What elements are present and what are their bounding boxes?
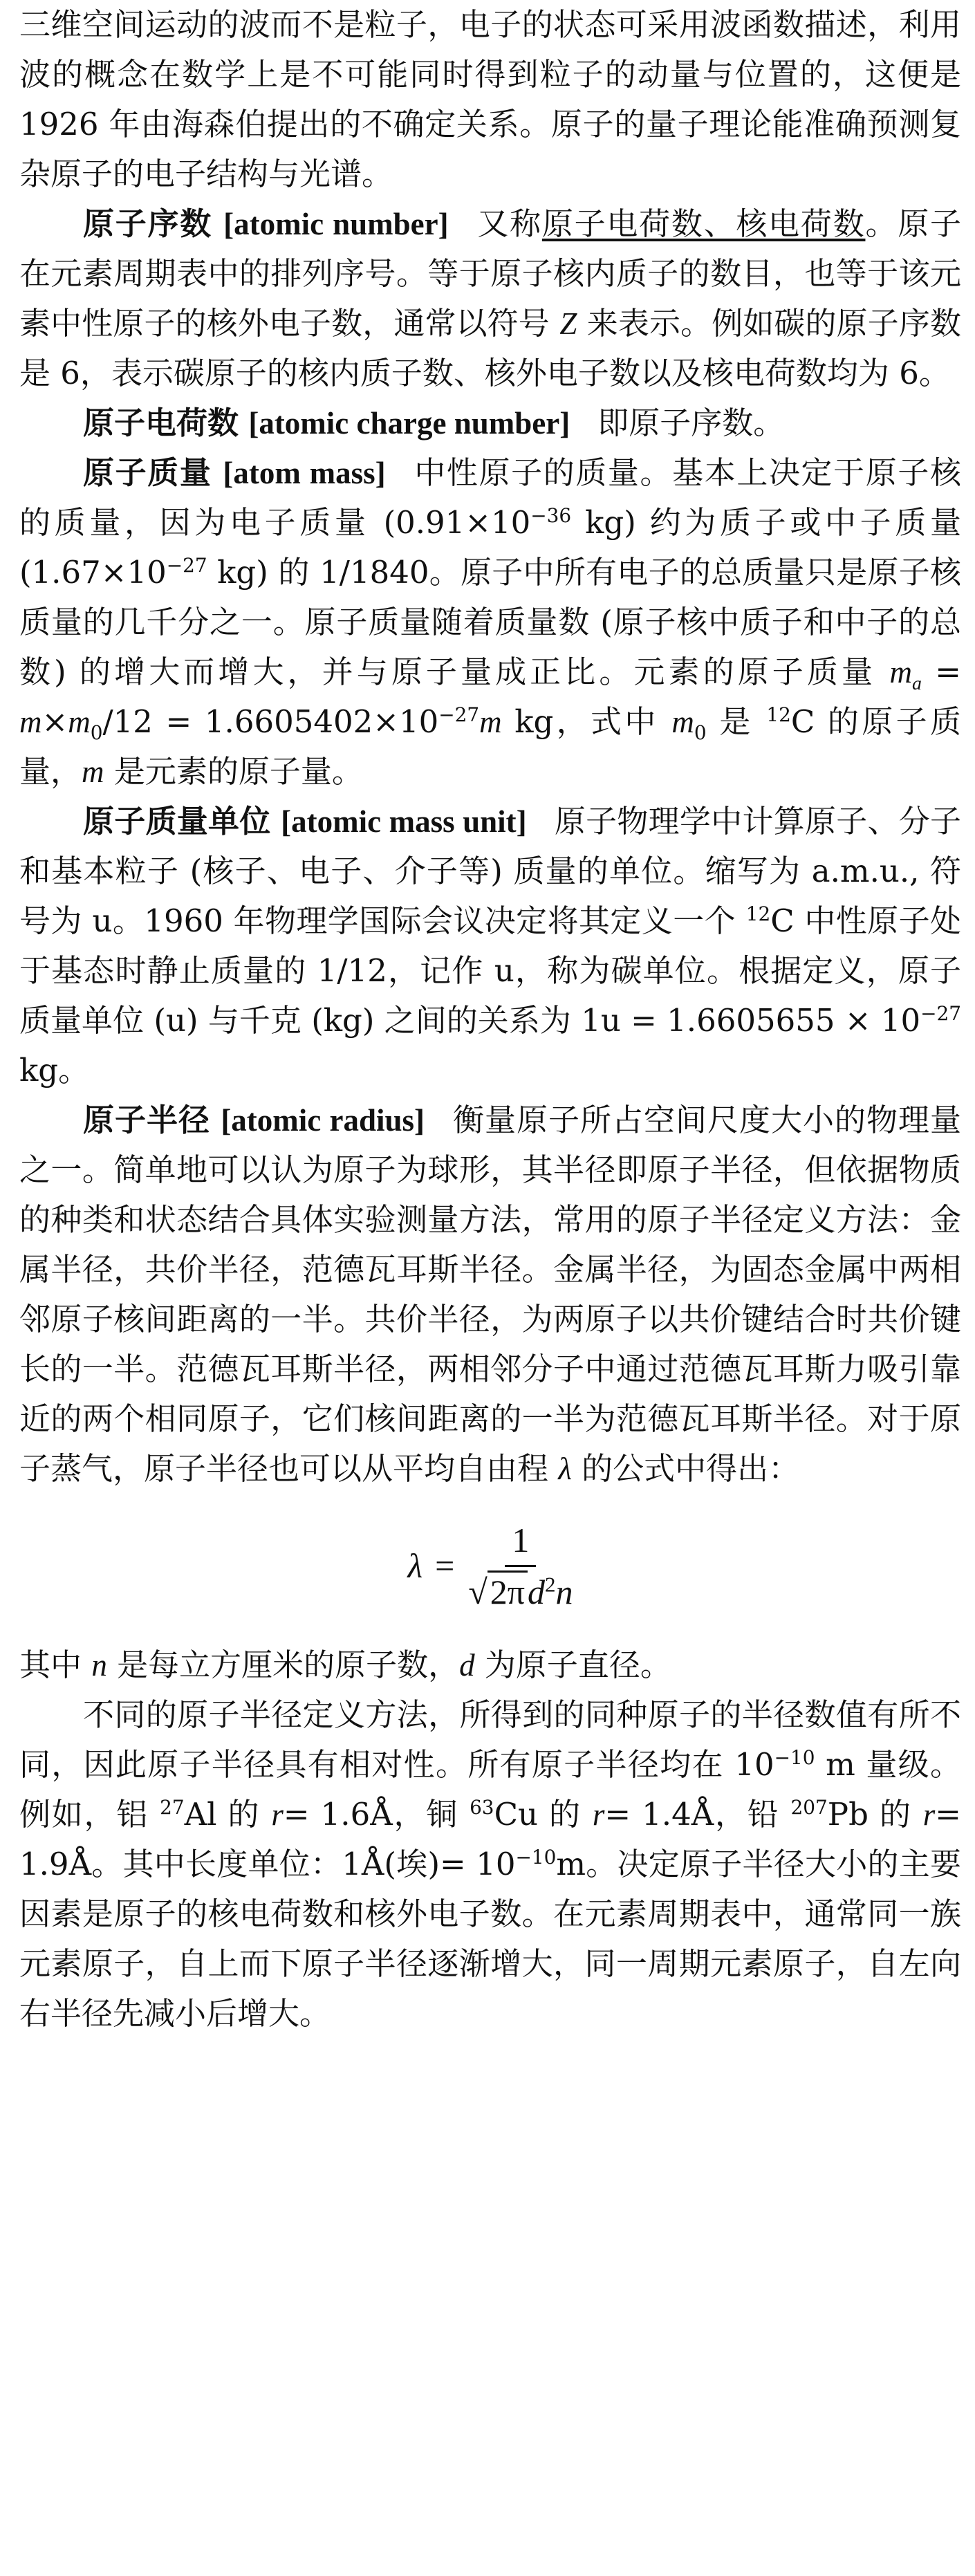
subscript: 0: [90, 721, 103, 744]
math-d: d: [459, 1648, 475, 1683]
exponent: −10: [515, 1846, 557, 1869]
entry-english: [atomic charge number]: [248, 406, 570, 441]
exponent: −27: [920, 1002, 961, 1025]
text-run: = 1.6Å，铜: [283, 1796, 470, 1833]
entry-atomic-number: [19, 199, 961, 398]
entry-term: 原子半径: [83, 1102, 210, 1138]
exponent: −10: [774, 1746, 815, 1769]
formula-denominator: [468, 1567, 573, 1613]
alias-prefix: 又称: [476, 205, 542, 242]
formula-fraction: [468, 1519, 573, 1613]
intro-paragraph: [19, 0, 961, 199]
text-run: 是元素的原子量。: [104, 753, 363, 790]
entry-english: [atomic radius]: [221, 1103, 425, 1138]
text-run: 其中: [19, 1647, 92, 1683]
formula-numerator: 1: [505, 1519, 536, 1567]
text-run: = 1.4Å，铅: [604, 1796, 791, 1833]
entry-body-2: 来表示。例如碳的原子序数是 6，表示碳原子的核内质子数、核外电子数以及核电荷数均为 6。: [19, 305, 961, 391]
formula-lhs: λ: [407, 1546, 423, 1585]
text-run: Al 的: [184, 1796, 272, 1833]
intro-text: 三维空间运动的波而不是粒子，电子的状态可采用波函数描述，利用波的概念在数学上是不可能同时得到粒子的动量与位置的，这便是 1926 年由海森伯提出的不确定关系。原子的量子理论能准确预测复杂原子的电子结构与光谱。: [19, 6, 961, 192]
text-run: 中性原子的质量。基本上决定于原子核的质量，因为电子质量 (0.91×10: [19, 454, 961, 541]
text-run: m。决定原子半径大小的主要因素是原子的核电荷数和核外电子数。在元素周期表中，通常同一族元素原子，自上而下原子半径逐渐增大，同一周期元素原子，自左向右半径先减小后增大。: [19, 1846, 962, 2032]
math-m: m: [19, 705, 42, 739]
formula-d: d: [528, 1572, 546, 1611]
entry-atomic-mass-unit: [19, 797, 961, 1095]
entry-body: 。原子在元素周期表中的排列序号。等于原子核内质子的数目，也等于该元素中性原子的核外电子数，通常以符号: [19, 205, 961, 342]
math-m: m: [671, 705, 694, 739]
text-run: kg。: [19, 1052, 90, 1088]
text-run: 的公式中得出：: [571, 1450, 800, 1487]
exponent: −27: [438, 703, 480, 726]
text-run: /12 = 1.6605402×10: [102, 703, 439, 740]
text-run: 为原子直径。: [474, 1647, 671, 1683]
atomic-radius-paragraph-2: [19, 1690, 961, 2039]
text-run: 是: [706, 703, 767, 740]
subscript: 0: [694, 721, 707, 744]
text-run: kg) 的 1/1840。原子中所有电子的总质量只是原子核质量的几千分之一。原子质量随着质量数 (原子核中质子和中子的总数) 的增大而增大，并与原子量成正比。元素的原子质量: [19, 554, 961, 690]
text-run: Cu 的: [494, 1796, 593, 1833]
text-run: C 中性原子处于基态时静止质量的 1/12，记作 u，称为碳单位。根据定义，原子质量单位 (u) 与千克 (kg) 之间的关系为 1u = 1.6605655 × 10: [19, 902, 961, 1039]
text-run: kg) 约为质子或中子质量 (1.67×10: [19, 504, 961, 591]
math-m: m: [68, 705, 91, 739]
text-run: =: [921, 654, 962, 690]
superscript: 63: [470, 1796, 494, 1819]
entry-english: [atom mass]: [223, 456, 386, 490]
formula-explanation: [19, 1640, 961, 1690]
exponent: −36: [530, 504, 572, 527]
entry-english: [atomic mass unit]: [281, 804, 527, 839]
symbol-z: Z: [559, 306, 577, 341]
sqrt-sign: √: [468, 1572, 488, 1611]
math-m: m: [479, 705, 502, 739]
mean-free-path-formula: [19, 1497, 961, 1635]
text-run: 原子物理学中计算原子、分子和基本粒子 (核子、电子、介子等) 质量的单位。缩写为 a.m.u., 符号为 u。1960 年物理学国际会议决定将其定义一个: [19, 803, 962, 939]
exponent: −27: [166, 554, 207, 577]
sqrt-argument: 2π: [488, 1570, 528, 1611]
text-run: C 的原子质量，: [19, 703, 961, 790]
entry-english: [atomic number]: [223, 207, 449, 241]
entry-term: 原子质量: [83, 454, 212, 491]
text-run: Pb 的: [827, 1796, 923, 1833]
alias-link: 原子电荷数、核电荷数: [541, 205, 866, 242]
math-m: m: [889, 655, 912, 689]
formula-exponent: 2: [545, 1571, 556, 1596]
entry-term: 原子质量单位: [83, 803, 271, 840]
math-r: r: [592, 1797, 605, 1832]
entry-body: 即原子序数。: [597, 405, 785, 441]
entry-atomic-charge-number: [19, 398, 961, 448]
math-r: r: [271, 1797, 284, 1832]
text-run: kg，式中: [501, 703, 672, 740]
math-m: m: [82, 754, 104, 789]
math-n: n: [91, 1648, 107, 1683]
superscript: 12: [766, 703, 791, 726]
text-run: 不同的原子半径定义方法，所得到的同种原子的半径数值有所不同，因此原子半径具有相对性。所有原子半径均在 10: [19, 1696, 961, 1783]
text-run: 衡量原子所占空间尺度大小的物理量之一。简单地可以认为原子为球形，其半径即原子半径，但依据物质的种类和状态结合具体实验测量方法，常用的原子半径定义方法：金属半径，共价半径，范德瓦耳斯半径。金属半径，为固态金属中两相邻原子核间距离的一半。共价半径，为两原子以共价键结合时共价键长的一半。范德瓦耳斯半径，两相邻分子中通过范德瓦耳斯力吸引靠近的两个相同原子，它们核间距离的一半为范德瓦耳斯半径。对于原子蒸气，原子半径也可以从平均自由程: [19, 1102, 961, 1487]
text-run: m 量级。例如，铝: [19, 1746, 961, 1833]
text-run: = 1.9Å。其中长度单位：1Å(埃)= 10: [19, 1796, 961, 1882]
formula-equals: =: [435, 1546, 455, 1585]
entry-term: 原子序数: [83, 205, 213, 242]
formula-n: n: [555, 1572, 573, 1611]
superscript: 12: [745, 902, 771, 925]
subscript: a: [911, 673, 922, 694]
entry-term: 原子电荷数: [83, 405, 239, 441]
text-run: 是每立方厘米的原子数，: [106, 1647, 460, 1683]
superscript: 27: [160, 1796, 185, 1819]
entry-atomic-radius: [19, 1095, 961, 1494]
math-r: r: [922, 1797, 936, 1832]
superscript: 207: [790, 1796, 828, 1819]
text-run: ×: [41, 703, 68, 740]
math-lambda: λ: [558, 1452, 572, 1486]
entry-atom-mass: [19, 448, 961, 797]
